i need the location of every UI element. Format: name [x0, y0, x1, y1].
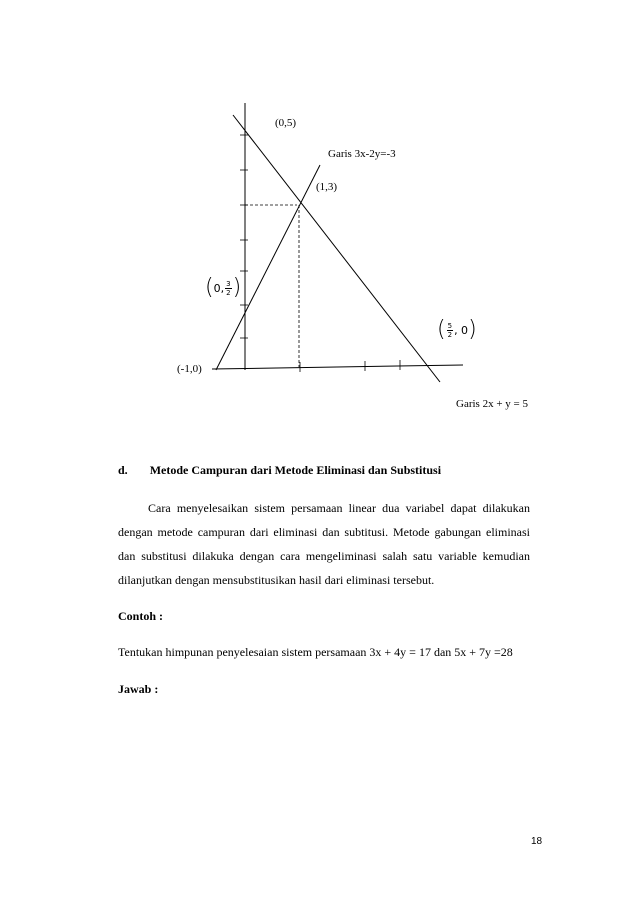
- label-point-5-2-0: ( $\frac{5}{2}$ , 0 ): [437, 317, 477, 342]
- label-line-3x-2y: Garis 3x-2y=-3: [328, 148, 396, 160]
- section-number: d.: [118, 463, 128, 477]
- label-line-2x-y: Garis 2x + y = 5: [456, 398, 528, 410]
- example-label: Contoh :: [118, 609, 164, 623]
- page-number: 18: [531, 836, 543, 847]
- answer-label: Jawab :: [118, 682, 159, 696]
- label-x-intercept-left: (-1,0): [177, 363, 202, 375]
- example-text: Tentukan himpunan penyelesaian sistem persamaan 3x + 4y = 17 dan 5x + 7y =28: [118, 645, 513, 659]
- label-y-intercept: (0,5): [275, 117, 297, 129]
- section-title: Metode Campuran dari Metode Eliminasi dan Substitusi: [149, 463, 442, 477]
- graph-figure: [0, 0, 638, 420]
- x-axis: [212, 365, 463, 369]
- line-3x-minus-2y: [216, 165, 320, 370]
- label-point-0-3-2: ( 0, $\frac{3}{2}$ ): [205, 275, 242, 300]
- label-intersection: (1,3): [316, 181, 338, 193]
- section-heading: [118, 463, 441, 478]
- body-paragraph: Cara menyelesaikan sistem persamaan linear dua variabel dapat dilakukan dengan metode campuran dari eliminasi dan subtitusi. Metode gabungan eliminasi dan substitusi dilakuka dengan cara mengeliminasi salah satu variable kemudian dilanjutkan dengan mensubstitusikan hasil dari eliminasi tersebut.: [118, 501, 530, 587]
